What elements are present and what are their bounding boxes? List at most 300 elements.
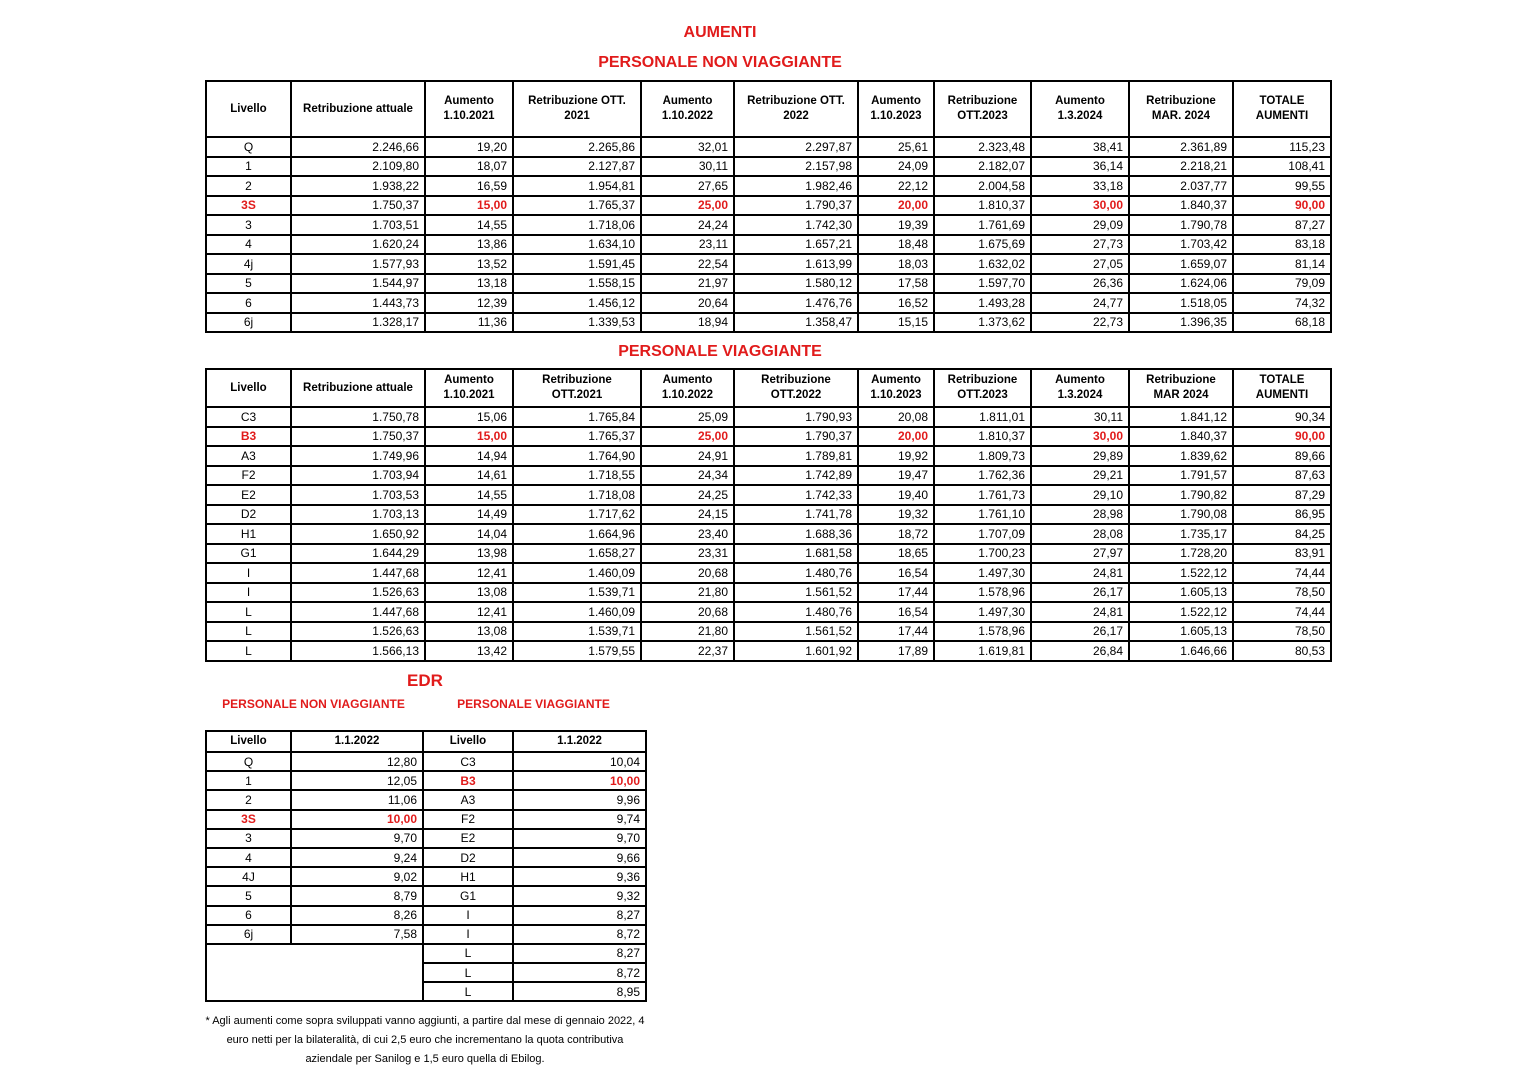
level-cell: 3 <box>206 215 291 235</box>
value-cell: 1.790,08 <box>1129 505 1233 525</box>
column-header: 1.1.2022 <box>513 731 646 752</box>
value-cell: 1.790,37 <box>734 427 858 447</box>
table-row <box>206 771 646 790</box>
value-cell: 90,00 <box>1233 427 1331 447</box>
table-row <box>206 274 1331 294</box>
value-cell: 87,63 <box>1233 466 1331 486</box>
value-cell: 12,41 <box>425 563 513 583</box>
value-cell: 20,00 <box>858 427 934 447</box>
level-cell: 6 <box>206 293 291 313</box>
value-cell: 1.522,12 <box>1129 602 1233 622</box>
value-cell: 2.246,66 <box>291 137 425 157</box>
level-cell: A3 <box>206 446 291 466</box>
value-cell: 1.790,82 <box>1129 485 1233 505</box>
value-cell: 1.580,12 <box>734 274 858 294</box>
value-cell: 1.460,09 <box>513 563 641 583</box>
value-cell: 1.790,78 <box>1129 215 1233 235</box>
value-cell: 30,00 <box>1031 427 1129 447</box>
value-cell: 1.742,33 <box>734 485 858 505</box>
value-cell: 26,84 <box>1031 641 1129 661</box>
section-title-edr: EDR <box>407 671 443 690</box>
value-cell: 9,66 <box>513 848 646 867</box>
value-cell: 24,81 <box>1031 602 1129 622</box>
value-cell: 80,53 <box>1233 641 1331 661</box>
column-header: Aumento 1.10.2021 <box>425 369 513 407</box>
level-cell: F2 <box>423 810 513 829</box>
value-cell: 24,15 <box>641 505 734 525</box>
column-header: Retribuzione MAR 2024 <box>1129 369 1233 407</box>
value-cell: 12,41 <box>425 602 513 622</box>
level-cell: B3 <box>206 427 291 447</box>
value-cell: 1.750,78 <box>291 407 425 427</box>
value-cell: 1.728,20 <box>1129 544 1233 564</box>
value-cell: 8,27 <box>513 944 646 963</box>
table-row <box>206 176 1331 196</box>
table-row <box>206 427 1331 447</box>
value-cell: 18,72 <box>858 524 934 544</box>
table-row <box>206 622 1331 642</box>
value-cell: 30,11 <box>1031 407 1129 427</box>
table-edr <box>205 730 647 1002</box>
value-cell: 74,32 <box>1233 293 1331 313</box>
value-cell: 1.605,13 <box>1129 583 1233 603</box>
value-cell: 2.297,87 <box>734 137 858 157</box>
level-cell: 3S <box>206 196 291 216</box>
value-cell: 14,61 <box>425 466 513 486</box>
column-header: Retribuzione attuale <box>291 81 425 137</box>
value-cell: 29,10 <box>1031 485 1129 505</box>
value-cell: 26,17 <box>1031 622 1129 642</box>
value-cell: 1.839,62 <box>1129 446 1233 466</box>
value-cell: 1.675,69 <box>934 235 1031 255</box>
table-row <box>206 602 1331 622</box>
edr-subtitle-viaggiante: PERSONALE VIAGGIANTE <box>457 697 610 711</box>
value-cell: 1.460,09 <box>513 602 641 622</box>
value-cell: 1.578,96 <box>934 622 1031 642</box>
value-cell: 19,39 <box>858 215 934 235</box>
value-cell: 16,54 <box>858 602 934 622</box>
table-row <box>206 157 1331 177</box>
value-cell: 9,02 <box>291 867 423 886</box>
level-cell: D2 <box>206 505 291 525</box>
level-cell: 2 <box>206 176 291 196</box>
section-title-viaggiante: PERSONALE VIAGGIANTE <box>618 343 822 360</box>
value-cell: 74,44 <box>1233 602 1331 622</box>
value-cell: 17,58 <box>858 274 934 294</box>
value-cell: 24,34 <box>641 466 734 486</box>
value-cell: 13,18 <box>425 274 513 294</box>
value-cell: 1.790,93 <box>734 407 858 427</box>
value-cell: 22,37 <box>641 641 734 661</box>
value-cell: 29,21 <box>1031 466 1129 486</box>
level-cell: 4 <box>206 848 291 867</box>
level-cell: C3 <box>206 407 291 427</box>
value-cell: 9,74 <box>513 810 646 829</box>
value-cell: 83,18 <box>1233 235 1331 255</box>
value-cell: 23,31 <box>641 544 734 564</box>
value-cell: 1.328,17 <box>291 313 425 333</box>
level-cell: L <box>423 982 513 1001</box>
level-cell: 5 <box>206 886 291 905</box>
value-cell: 2.037,77 <box>1129 176 1233 196</box>
footnote-line: * Agli aumenti come sopra sviluppati vanno aggiunti, a partire dal mese di gennaio 2022, 4 <box>205 1015 645 1027</box>
column-header: Retribuzione OTT. 2021 <box>513 81 641 137</box>
level-cell: C3 <box>423 752 513 771</box>
value-cell: 2.004,58 <box>934 176 1031 196</box>
value-cell: 1.954,81 <box>513 176 641 196</box>
table-row <box>206 235 1331 255</box>
value-cell: 1.741,78 <box>734 505 858 525</box>
level-cell: H1 <box>423 867 513 886</box>
value-cell: 25,00 <box>641 196 734 216</box>
value-cell: 1.396,35 <box>1129 313 1233 333</box>
table-row <box>206 867 646 886</box>
value-cell: 1.840,37 <box>1129 427 1233 447</box>
value-cell: 8,27 <box>513 906 646 925</box>
value-cell: 89,66 <box>1233 446 1331 466</box>
table-personale-viaggiante <box>205 368 1332 662</box>
value-cell: 1.497,30 <box>934 563 1031 583</box>
value-cell: 1.544,97 <box>291 274 425 294</box>
value-cell: 68,18 <box>1233 313 1331 333</box>
value-cell: 9,36 <box>513 867 646 886</box>
column-header: Retribuzione OTT. 2022 <box>734 81 858 137</box>
empty-cell <box>206 944 423 1002</box>
value-cell: 24,09 <box>858 157 934 177</box>
level-cell: 4J <box>206 867 291 886</box>
value-cell: 1.566,13 <box>291 641 425 661</box>
value-cell: 38,41 <box>1031 137 1129 157</box>
value-cell: 86,95 <box>1233 505 1331 525</box>
value-cell: 9,24 <box>291 848 423 867</box>
value-cell: 1.339,53 <box>513 313 641 333</box>
value-cell: 26,17 <box>1031 583 1129 603</box>
value-cell: 23,40 <box>641 524 734 544</box>
value-cell: 1.456,12 <box>513 293 641 313</box>
table-row <box>206 752 646 771</box>
value-cell: 17,44 <box>858 583 934 603</box>
level-cell: 6j <box>206 925 291 944</box>
value-cell: 12,05 <box>291 771 423 790</box>
value-cell: 27,65 <box>641 176 734 196</box>
value-cell: 24,81 <box>1031 563 1129 583</box>
value-cell: 9,70 <box>291 829 423 848</box>
value-cell: 2.127,87 <box>513 157 641 177</box>
table-row <box>206 544 1331 564</box>
value-cell: 79,09 <box>1233 274 1331 294</box>
level-cell: L <box>206 602 291 622</box>
table-row <box>206 790 646 809</box>
value-cell: 24,25 <box>641 485 734 505</box>
value-cell: 1.526,63 <box>291 583 425 603</box>
value-cell: 1.561,52 <box>734 583 858 603</box>
column-header: Retribuzione attuale <box>291 369 425 407</box>
value-cell: 1.578,96 <box>934 583 1031 603</box>
value-cell: 17,44 <box>858 622 934 642</box>
column-header: Aumento 1.10.2022 <box>641 369 734 407</box>
value-cell: 2.157,98 <box>734 157 858 177</box>
value-cell: 87,27 <box>1233 215 1331 235</box>
value-cell: 1.646,66 <box>1129 641 1233 661</box>
column-header: Aumento 1.10.2022 <box>641 81 734 137</box>
value-cell: 10,00 <box>513 771 646 790</box>
level-cell: I <box>423 906 513 925</box>
level-cell: 1 <box>206 157 291 177</box>
value-cell: 19,40 <box>858 485 934 505</box>
table-row <box>206 446 1331 466</box>
value-cell: 14,49 <box>425 505 513 525</box>
level-cell: E2 <box>423 829 513 848</box>
value-cell: 1.518,05 <box>1129 293 1233 313</box>
value-cell: 2.265,86 <box>513 137 641 157</box>
header-row <box>206 731 646 752</box>
value-cell: 14,55 <box>425 485 513 505</box>
value-cell: 115,23 <box>1233 137 1331 157</box>
value-cell: 1.791,57 <box>1129 466 1233 486</box>
value-cell: 22,54 <box>641 254 734 274</box>
value-cell: 2.109,80 <box>291 157 425 177</box>
value-cell: 29,89 <box>1031 446 1129 466</box>
table-row <box>206 407 1331 427</box>
value-cell: 32,01 <box>641 137 734 157</box>
value-cell: 1.480,76 <box>734 602 858 622</box>
value-cell: 14,94 <box>425 446 513 466</box>
value-cell: 84,25 <box>1233 524 1331 544</box>
value-cell: 1.613,99 <box>734 254 858 274</box>
value-cell: 1.480,76 <box>734 563 858 583</box>
level-cell: I <box>206 563 291 583</box>
value-cell: 18,03 <box>858 254 934 274</box>
column-header: Aumento 1.10.2023 <box>858 369 934 407</box>
value-cell: 27,97 <box>1031 544 1129 564</box>
value-cell: 1.761,73 <box>934 485 1031 505</box>
value-cell: 1.810,37 <box>934 196 1031 216</box>
value-cell: 9,96 <box>513 790 646 809</box>
value-cell: 1.650,92 <box>291 524 425 544</box>
level-cell: 6j <box>206 313 291 333</box>
value-cell: 1.703,51 <box>291 215 425 235</box>
value-cell: 1.703,94 <box>291 466 425 486</box>
value-cell: 24,24 <box>641 215 734 235</box>
value-cell: 30,11 <box>641 157 734 177</box>
level-cell: G1 <box>423 886 513 905</box>
value-cell: 1.539,71 <box>513 622 641 642</box>
value-cell: 16,59 <box>425 176 513 196</box>
value-cell: 1.497,30 <box>934 602 1031 622</box>
value-cell: 81,14 <box>1233 254 1331 274</box>
value-cell: 24,77 <box>1031 293 1129 313</box>
value-cell: 99,55 <box>1233 176 1331 196</box>
column-header: Aumento 1.3.2024 <box>1031 81 1129 137</box>
value-cell: 16,52 <box>858 293 934 313</box>
value-cell: 78,50 <box>1233 583 1331 603</box>
value-cell: 17,89 <box>858 641 934 661</box>
value-cell: 1.657,21 <box>734 235 858 255</box>
value-cell: 22,12 <box>858 176 934 196</box>
value-cell: 29,09 <box>1031 215 1129 235</box>
value-cell: 2.182,07 <box>934 157 1031 177</box>
value-cell: 18,07 <box>425 157 513 177</box>
value-cell: 23,11 <box>641 235 734 255</box>
value-cell: 20,00 <box>858 196 934 216</box>
footnote <box>185 1012 665 1069</box>
value-cell: 25,09 <box>641 407 734 427</box>
value-cell: 1.742,30 <box>734 215 858 235</box>
column-header: 1.1.2022 <box>291 731 423 752</box>
level-cell: 6 <box>206 906 291 925</box>
table-row <box>206 829 646 848</box>
value-cell: 1.703,42 <box>1129 235 1233 255</box>
value-cell: 1.624,06 <box>1129 274 1233 294</box>
value-cell: 15,00 <box>425 196 513 216</box>
value-cell: 25,61 <box>858 137 934 157</box>
table-row <box>206 583 1331 603</box>
table-row <box>206 254 1331 274</box>
column-header: Retribuzione OTT.2022 <box>734 369 858 407</box>
value-cell: 1.373,62 <box>934 313 1031 333</box>
edr-subtitle-non-viaggiante: PERSONALE NON VIAGGIANTE <box>222 697 405 711</box>
value-cell: 15,15 <box>858 313 934 333</box>
value-cell: 1.664,96 <box>513 524 641 544</box>
value-cell: 1.632,02 <box>934 254 1031 274</box>
value-cell: 8,72 <box>513 925 646 944</box>
table-row <box>206 906 646 925</box>
value-cell: 1.476,76 <box>734 293 858 313</box>
table-row <box>206 466 1331 486</box>
value-cell: 8,26 <box>291 906 423 925</box>
level-cell: L <box>423 944 513 963</box>
value-cell: 22,73 <box>1031 313 1129 333</box>
value-cell: 1.577,93 <box>291 254 425 274</box>
table-row <box>206 313 1331 333</box>
value-cell: 27,73 <box>1031 235 1129 255</box>
table-row <box>206 196 1331 216</box>
value-cell: 1.703,53 <box>291 485 425 505</box>
value-cell: 1.717,62 <box>513 505 641 525</box>
value-cell: 1.750,37 <box>291 427 425 447</box>
value-cell: 9,70 <box>513 829 646 848</box>
value-cell: 1.601,92 <box>734 641 858 661</box>
level-cell: I <box>423 925 513 944</box>
value-cell: 11,06 <box>291 790 423 809</box>
value-cell: 108,41 <box>1233 157 1331 177</box>
page-title: AUMENTI <box>683 24 757 41</box>
value-cell: 1.840,37 <box>1129 196 1233 216</box>
level-cell: 5 <box>206 274 291 294</box>
value-cell: 24,91 <box>641 446 734 466</box>
header-row <box>206 369 1331 407</box>
column-header: Livello <box>423 731 513 752</box>
value-cell: 1.591,45 <box>513 254 641 274</box>
value-cell: 1.358,47 <box>734 313 858 333</box>
value-cell: 13,42 <box>425 641 513 661</box>
table-row <box>206 485 1331 505</box>
level-cell: 4j <box>206 254 291 274</box>
column-header: Livello <box>206 731 291 752</box>
column-header: Retribuzione OTT.2023 <box>934 369 1031 407</box>
level-cell: Q <box>206 752 291 771</box>
value-cell: 21,97 <box>641 274 734 294</box>
level-cell: 1 <box>206 771 291 790</box>
value-cell: 1.718,06 <box>513 215 641 235</box>
table-row <box>206 886 646 905</box>
value-cell: 87,29 <box>1233 485 1331 505</box>
value-cell: 78,50 <box>1233 622 1331 642</box>
footnote-line: aziendale per Sanilog e 1,5 euro quella di Ebilog. <box>305 1053 545 1065</box>
value-cell: 1.810,37 <box>934 427 1031 447</box>
value-cell: 26,36 <box>1031 274 1129 294</box>
value-cell: 14,55 <box>425 215 513 235</box>
value-cell: 8,95 <box>513 982 646 1001</box>
value-cell: 1.749,96 <box>291 446 425 466</box>
value-cell: 1.597,70 <box>934 274 1031 294</box>
value-cell: 20,68 <box>641 563 734 583</box>
value-cell: 30,00 <box>1031 196 1129 216</box>
value-cell: 74,44 <box>1233 563 1331 583</box>
value-cell: 18,94 <box>641 313 734 333</box>
value-cell: 10,04 <box>513 752 646 771</box>
value-cell: 1.765,84 <box>513 407 641 427</box>
value-cell: 19,20 <box>425 137 513 157</box>
value-cell: 13,08 <box>425 583 513 603</box>
value-cell: 1.809,73 <box>934 446 1031 466</box>
level-cell: G1 <box>206 544 291 564</box>
column-header: Retribuzione OTT.2023 <box>934 81 1031 137</box>
value-cell: 14,04 <box>425 524 513 544</box>
level-cell: F2 <box>206 466 291 486</box>
value-cell: 1.765,37 <box>513 196 641 216</box>
column-header: Aumento 1.10.2023 <box>858 81 934 137</box>
value-cell: 21,80 <box>641 583 734 603</box>
level-cell: I <box>206 583 291 603</box>
value-cell: 1.718,55 <box>513 466 641 486</box>
value-cell: 1.443,73 <box>291 293 425 313</box>
value-cell: 7,58 <box>291 925 423 944</box>
table-row <box>206 810 646 829</box>
level-cell: 4 <box>206 235 291 255</box>
value-cell: 1.619,81 <box>934 641 1031 661</box>
value-cell: 28,98 <box>1031 505 1129 525</box>
value-cell: 20,08 <box>858 407 934 427</box>
value-cell: 1.644,29 <box>291 544 425 564</box>
table-row <box>206 505 1331 525</box>
value-cell: 1.558,15 <box>513 274 641 294</box>
value-cell: 1.493,28 <box>934 293 1031 313</box>
value-cell: 15,00 <box>425 427 513 447</box>
value-cell: 13,98 <box>425 544 513 564</box>
value-cell: 21,80 <box>641 622 734 642</box>
table-row <box>206 293 1331 313</box>
value-cell: 1.982,46 <box>734 176 858 196</box>
column-header: Livello <box>206 369 291 407</box>
value-cell: 1.789,81 <box>734 446 858 466</box>
value-cell: 1.761,10 <box>934 505 1031 525</box>
value-cell: 1.790,37 <box>734 196 858 216</box>
column-header: TOTALE AUMENTI <box>1233 81 1331 137</box>
value-cell: 1.539,71 <box>513 583 641 603</box>
value-cell: 1.522,12 <box>1129 563 1233 583</box>
value-cell: 1.703,13 <box>291 505 425 525</box>
value-cell: 13,08 <box>425 622 513 642</box>
level-cell: L <box>206 641 291 661</box>
column-header: Retribuzione MAR. 2024 <box>1129 81 1233 137</box>
value-cell: 12,80 <box>291 752 423 771</box>
value-cell: 19,47 <box>858 466 934 486</box>
value-cell: 1.447,68 <box>291 563 425 583</box>
value-cell: 20,68 <box>641 602 734 622</box>
table-row <box>206 137 1331 157</box>
level-cell: L <box>206 622 291 642</box>
